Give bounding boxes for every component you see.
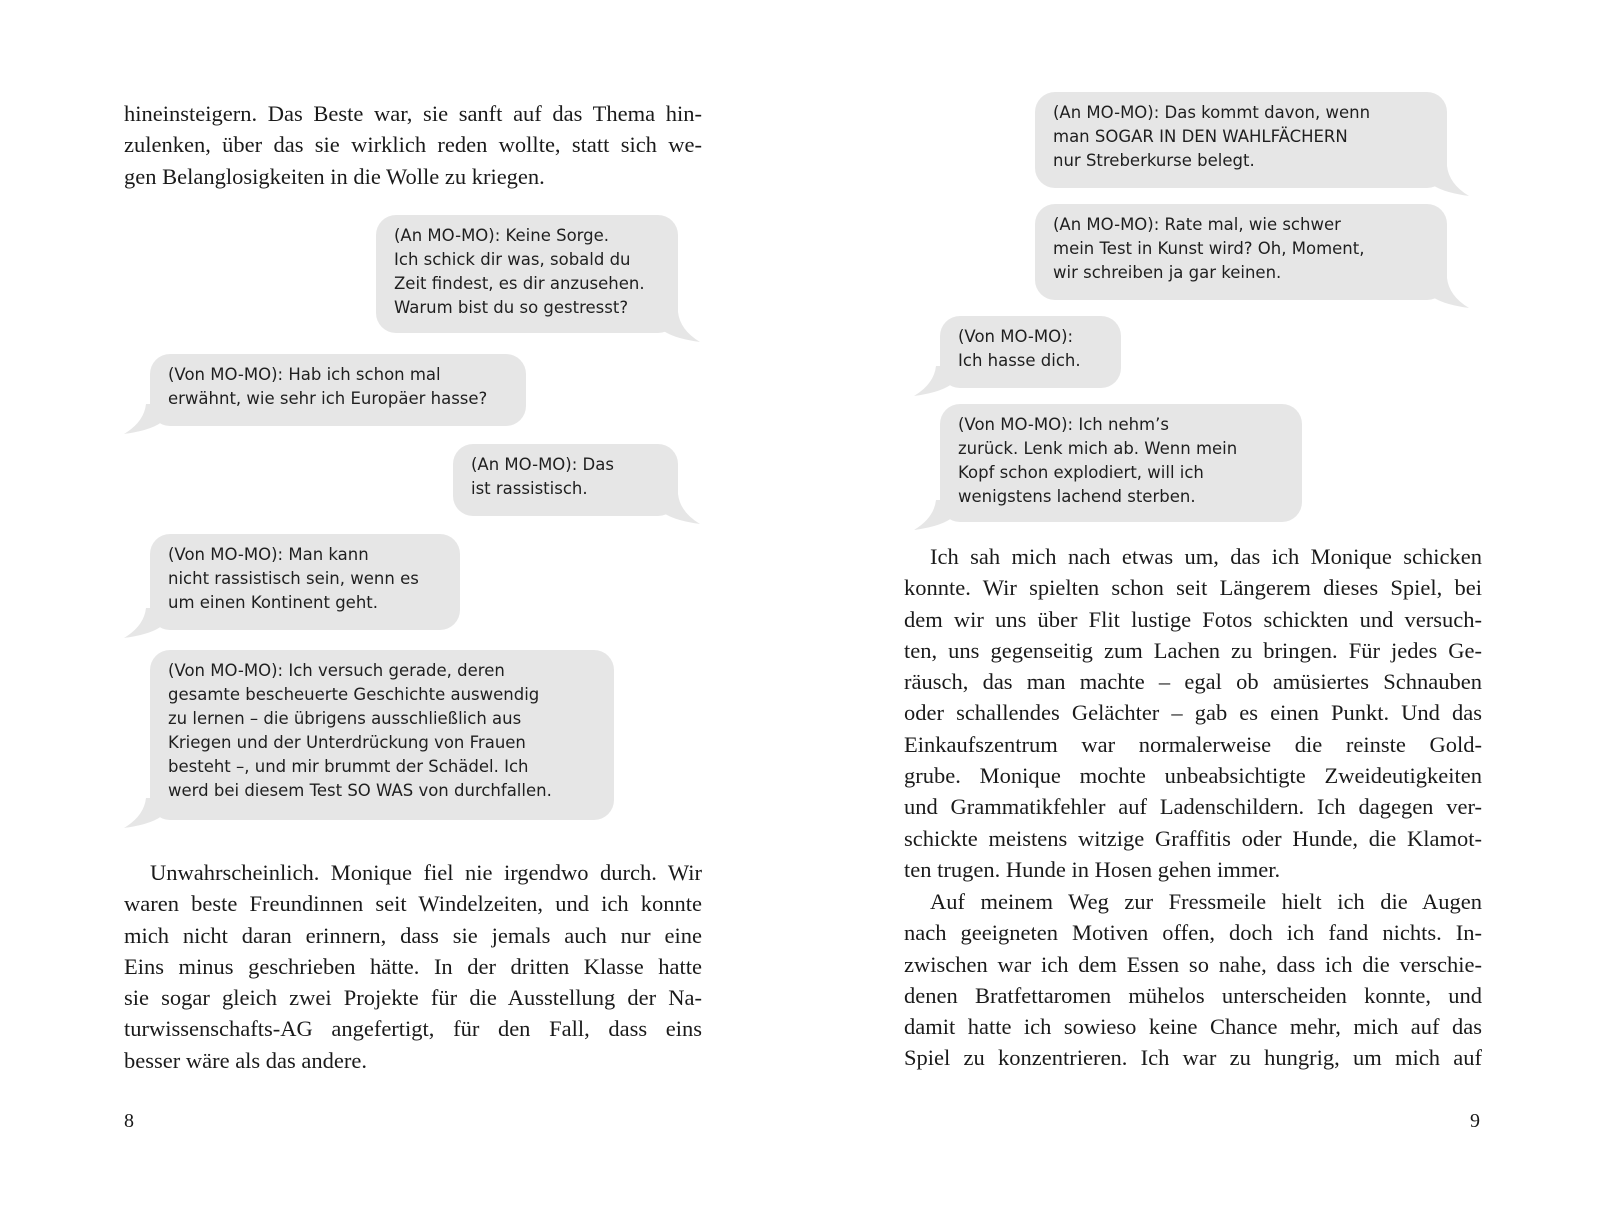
bubble-tail-left [124,608,164,638]
message-line: Zeit findest, es dir anzusehen. [394,274,645,293]
message-line: ist rassistisch. [471,479,588,498]
text-line: schickte meistens witzige Graffitis oder Hunde, die Klamot- [904,825,1482,851]
bubble-tail-right [1429,278,1469,308]
text-line: räusch, das man machte – egal ob amüsiertes Schnauben [904,669,1482,695]
message-line: Kopf schon explodiert, will ich [958,463,1204,482]
message-line: mein Test in Kunst wird? Oh, Moment, [1053,239,1365,258]
message-bubble-outgoing [1035,92,1447,188]
message-line: (Von MO-MO): Ich nehm’s [958,415,1169,434]
message-line: zu lernen – die übrigens ausschließlich aus [168,709,522,728]
message-line: wir schreiben ja gar keinen. [1053,263,1282,282]
bubble-tail-right [1429,166,1469,196]
message-bubble-incoming [150,650,614,820]
message-line: (Von MO-MO): Ich versuch gerade, deren [168,661,505,680]
message-line: nur Streberkurse belegt. [1053,151,1255,170]
text-line: zulenken, über das sie wirklich reden wollte, statt sich we- [124,132,702,158]
paragraph-2 [904,886,1482,1074]
paragraph-1 [904,541,1482,885]
message-bubble-incoming [940,404,1302,522]
text-line: waren beste Freundinnen seit Windelzeiten, und ich konnte [124,891,702,917]
page-number: 9 [1470,1110,1480,1132]
text-line: ten, uns gegenseitig zum Lachen zu bringen. Für jedes Ge- [904,637,1482,663]
bubble-tail-left [124,798,164,828]
text-line: oder schallendes Gelächter – gab es einen Punkt. Und das [904,700,1482,726]
text-line: mich nicht daran erinnern, dass sie jemals auch nur eine [124,922,702,948]
bubble-tail-left [914,366,954,396]
message-bubble-incoming [150,354,526,426]
text-line: turwissenschafts-AG angefertigt, für den Fall, dass eins [124,1016,702,1042]
text-line: besser wäre als das andere. [124,1047,368,1073]
message-line: (Von MO-MO): Hab ich schon mal [168,365,441,384]
message-line: nicht rassistisch sein, wenn es [168,569,419,588]
message-line: (An MO-MO): Das [471,455,614,474]
text-line: Auf meinem Weg zur Fressmeile hielt ich die Augen [930,889,1482,914]
text-line: denen Bratfettaromen mühelos unterscheiden konnte, und [904,982,1482,1008]
bubble-tail-right [660,312,700,342]
text-line: nach geeigneten Motiven offen, doch ich fand nichts. In- [904,920,1482,946]
bubble-tail-right [660,494,700,524]
message-line: Kriegen und der Unterdrückung von Frauen [168,733,526,752]
message-line: besteht –, und mir brummt der Schädel. Ich [168,757,529,776]
message-line: (Von MO-MO): [958,327,1074,346]
text-line: Eins minus geschrieben hätte. In der dritten Klasse hatte [124,953,702,979]
message-line: (An MO-MO): Rate mal, wie schwer [1053,215,1341,234]
outro-paragraph [124,857,702,1076]
text-line: Spiel zu konzentrieren. Ich war zu hungrig, um mich auf [904,1045,1482,1071]
text-line: Unwahrscheinlich. Monique fiel nie irgendwo durch. Wir [150,860,702,885]
bubble-tail-left [124,404,164,434]
message-bubble-outgoing [376,215,678,333]
text-line: Ich sah mich nach etwas um, das ich Monique schicken [930,544,1482,569]
text-line: grube. Monique mochte unbeabsichtigte Zweideutigkeiten [904,763,1482,789]
message-bubble-outgoing [453,444,678,516]
text-line: dem wir uns über Flit lustige Fotos schickten und versuch- [904,606,1482,632]
message-bubble-incoming [150,534,460,630]
message-line: Ich schick dir was, sobald du [394,250,631,269]
text-line: hineinsteigern. Das Beste war, sie sanft auf das Thema hin- [124,101,702,126]
right-page [800,0,1600,1215]
message-line: werd bei diesem Test SO WAS von durchfallen. [168,781,552,800]
text-line: damit hatte ich sowieso keine Chance mehr, mich auf das [904,1014,1482,1040]
message-line: gesamte bescheuerte Geschichte auswendig [168,685,540,704]
page-number: 8 [124,1110,134,1132]
message-line: (An MO-MO): Das kommt davon, wenn [1053,103,1371,122]
text-line: konnte. Wir spielten schon seit Längerem dieses Spiel, bei [904,575,1482,601]
message-line: man SOGAR IN DEN WAHLFÄCHERN [1053,127,1348,146]
text-line: gen Belanglosigkeiten in die Wolle zu kriegen. [124,163,545,189]
text-line: sie sogar gleich zwei Projekte für die Ausstellung der Na- [124,985,702,1011]
message-line: um einen Kontinent geht. [168,593,379,612]
message-line: wenigstens lachend sterben. [958,487,1196,506]
text-line: zwischen war ich dem Essen so nahe, dass ich die verschie- [904,951,1482,977]
message-line: zurück. Lenk mich ab. Wenn mein [958,439,1238,458]
message-line: erwähnt, wie sehr ich Europäer hasse? [168,389,488,408]
text-line: ten trugen. Hunde in Hosen gehen immer. [904,856,1281,882]
intro-paragraph [124,98,702,192]
message-line: (An MO-MO): Keine Sorge. [394,226,610,245]
message-bubble-incoming [940,316,1121,388]
message-line: Ich hasse dich. [958,351,1081,370]
text-line: Einkaufszentrum war normalerweise die reinste Gold- [904,731,1482,757]
message-line: Warum bist du so gestresst? [394,298,629,317]
text-line: und Grammatikfehler auf Ladenschildern. Ich dagegen ver- [904,794,1482,820]
message-bubble-outgoing [1035,204,1447,300]
message-line: (Von MO-MO): Man kann [168,545,369,564]
bubble-tail-left [914,500,954,530]
